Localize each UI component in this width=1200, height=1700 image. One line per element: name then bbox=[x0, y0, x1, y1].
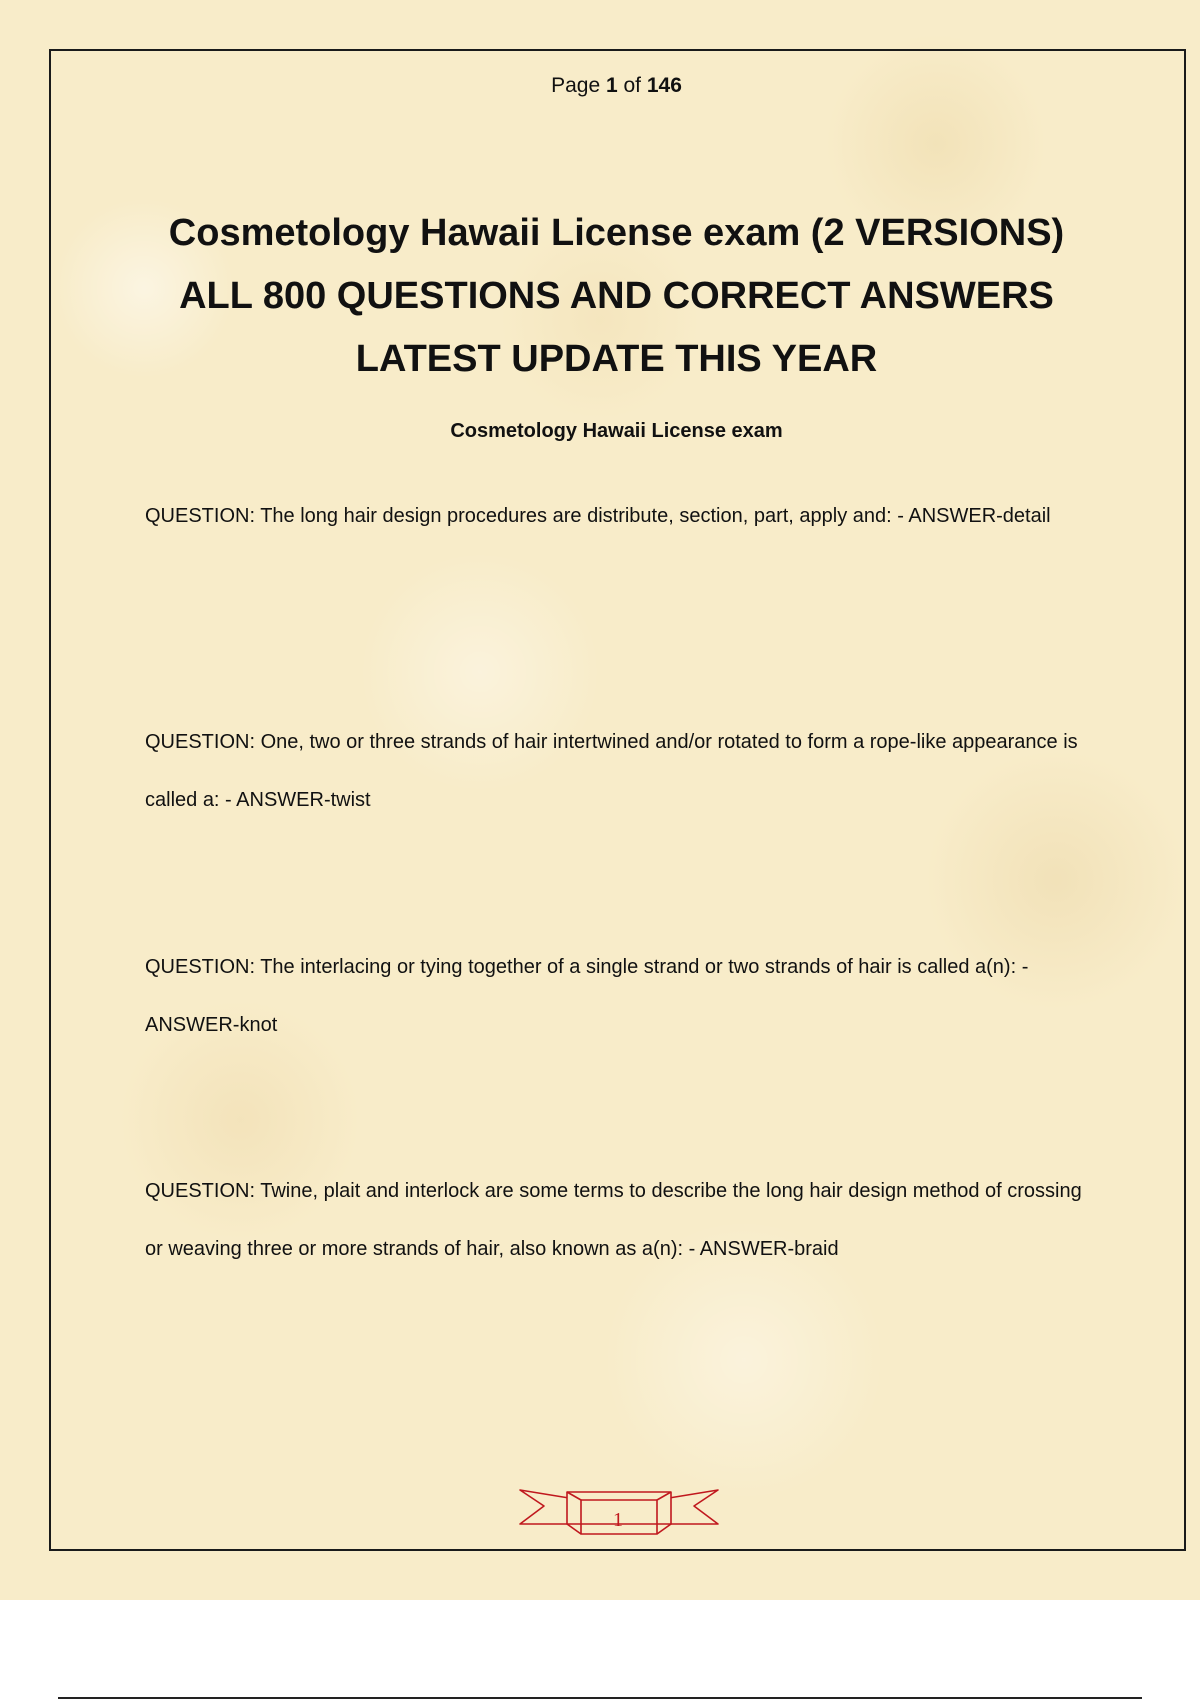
document-title-line-2: ALL 800 QUESTIONS AND CORRECT ANSWERS bbox=[179, 275, 1054, 317]
page-number: 1 bbox=[613, 1509, 623, 1531]
question-item-1: QUESTION: The long hair design procedures are distribute, section, part, apply and: - ANSWER-detail bbox=[145, 505, 1051, 527]
document-subtitle: Cosmetology Hawaii License exam bbox=[450, 420, 783, 442]
document-title-line-3: LATEST UPDATE THIS YEAR bbox=[355, 338, 878, 380]
page-counter-current: 1 bbox=[605, 74, 618, 97]
page-counter-separator: of bbox=[617, 74, 647, 97]
question-item-3: QUESTION: The interlacing or tying together of a single strand or two strands of hair is called a(n): - ANSWER-knot bbox=[145, 956, 1029, 1036]
page-counter bbox=[0, 74, 1200, 98]
page-counter-total: 146 bbox=[646, 74, 682, 97]
page-counter-prefix: Page bbox=[551, 74, 606, 97]
question-item-2: QUESTION: One, two or three strands of hair intertwined and/or rotated to form a rope-like appearance is called a: - ANSWER-twist bbox=[145, 731, 1078, 811]
question-item-4: QUESTION: Twine, plait and interlock are some terms to describe the long hair design method of crossing or weaving three or more strands of hair, also known as a(n): - ANSWER-braid bbox=[145, 1180, 1082, 1260]
document-title-line-1: Cosmetology Hawaii License exam (2 VERSIONS) bbox=[168, 212, 1065, 254]
footer-divider bbox=[58, 1697, 1142, 1699]
document-title bbox=[150, 202, 1083, 391]
